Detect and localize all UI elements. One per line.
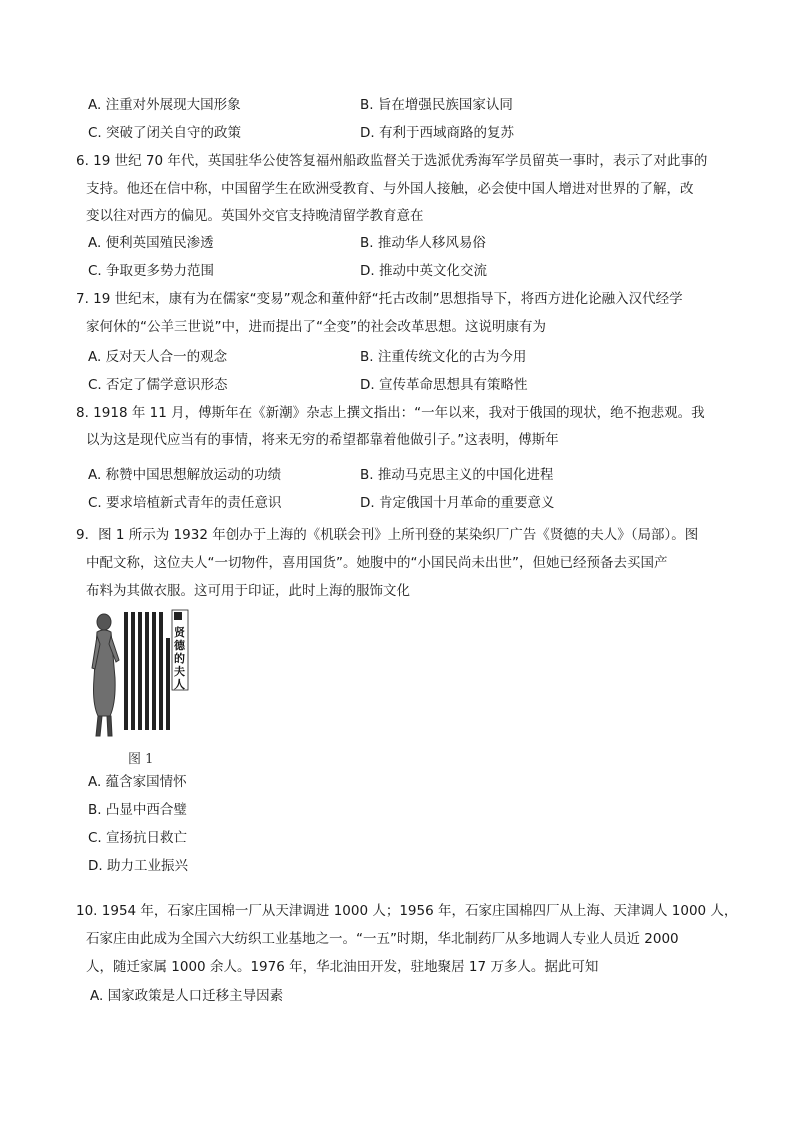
q10-stem-line-2: 石家庄由此成为全国六大纺织工业基地之一。“一五”时期，华北制药厂从多地调人专业人员近 2000 — [86, 931, 679, 947]
q6-stem-line-2: 支持。他还在信中称，中国留学生在欧洲受教育、与外国人接触，必会使中国人增进对世界的了解，改 — [86, 181, 694, 197]
q9-option-c: C. 宣扬抗日救亡 — [88, 830, 188, 846]
q5-option-a: A. 注重对外展现大国形象 — [88, 97, 241, 113]
q7-option-b: B. 注重传统文化的古为今用 — [360, 349, 527, 365]
q9-stem-line-3: 布料为其做衣服。这可用于印证，此时上海的服饰文化 — [86, 583, 410, 599]
q9-stem-line-1: 9．图 1 所示为 1932 年创办于上海的《机联会刊》上所刊登的某染织厂广告《贤德的夫人》（局部）。图 — [76, 527, 699, 543]
q8-option-c: C. 要求培植新式青年的责任意识 — [88, 495, 282, 511]
advertisement-title: 贤德的夫人 — [174, 626, 185, 691]
q10-stem-line-3: 人，随迁家属 1000 余人。1976 年，华北油田开发，驻地聚居 17 万多人。据此可知 — [86, 959, 599, 975]
q6-stem-line-3: 变以往对西方的偏见。英国外交官支持晚清留学教育意在 — [86, 208, 424, 224]
q7-option-d: D. 宣传革命思想具有策略性 — [360, 377, 528, 393]
q8-option-b: B. 推动马克思主义的中国化进程 — [360, 467, 554, 483]
figure-caption: 图 1 — [128, 752, 154, 767]
q8-stem-line-1: 8. 1918 年 11 月，傅斯年在《新潮》杂志上撰文指出：“一年以来，我对于俄国的现状，绝不抱悲观。我 — [76, 405, 705, 421]
q9-option-b: B. 凸显中西合璧 — [88, 802, 187, 818]
q9-option-d: D. 助力工业振兴 — [88, 858, 188, 874]
q8-stem-line-2: 以为这是现代应当有的事情，将来无穷的希望都靠着他做引子。”这表明，傅斯年 — [86, 432, 559, 448]
q10-option-a: A. 国家政策是人口迁移主导因素 — [90, 988, 284, 1004]
q7-stem-line-1: 7. 19 世纪末，康有为在儒家“变易”观念和董仲舒“托古改制”思想指导下，将西方进化论融入汉代经学 — [76, 291, 683, 307]
q9-option-a: A. 蕴含家国情怀 — [88, 774, 187, 790]
q9-stem-line-2: 中配文称，这位夫人“一切物件，喜用国货”。她腹中的“小国民尚未出世”，但她已经预备去买国产 — [86, 555, 668, 571]
advertisement-figure — [86, 608, 190, 766]
q8-option-a: A. 称赞中国思想解放运动的功绩 — [88, 467, 282, 483]
q6-option-b: B. 推动华人移风易俗 — [360, 235, 486, 251]
q6-option-a: A. 便利英国殖民渗透 — [88, 235, 214, 251]
q7-stem-line-2: 家何休的“公羊三世说”中，进而提出了“全变”的社会改革思想。这说明康有为 — [86, 319, 546, 335]
q7-option-c: C. 否定了儒学意识形态 — [88, 377, 228, 393]
q5-option-c: C. 突破了闭关自守的政策 — [88, 125, 242, 141]
q6-option-c: C. 争取更多势力范围 — [88, 263, 215, 279]
q5-option-d: D. 有利于西域商路的复苏 — [360, 125, 514, 141]
q5-option-b: B. 旨在增强民族国家认同 — [360, 97, 513, 113]
q7-option-a: A. 反对天人合一的观念 — [88, 349, 228, 365]
q10-stem-line-1: 10. 1954 年，石家庄国棉一厂从天津调进 1000 人；1956 年，石家庄国棉四厂从上海、天津调人 1000 人， — [76, 903, 738, 919]
q6-stem-line-1: 6. 19 世纪 70 年代，英国驻华公使答复福州船政监督关于选派优秀海军学员留英一事时，表示了对此事的 — [76, 153, 708, 169]
q6-option-d: D. 推动中英文化交流 — [360, 263, 487, 279]
q8-option-d: D. 肯定俄国十月革命的重要意义 — [360, 495, 555, 511]
